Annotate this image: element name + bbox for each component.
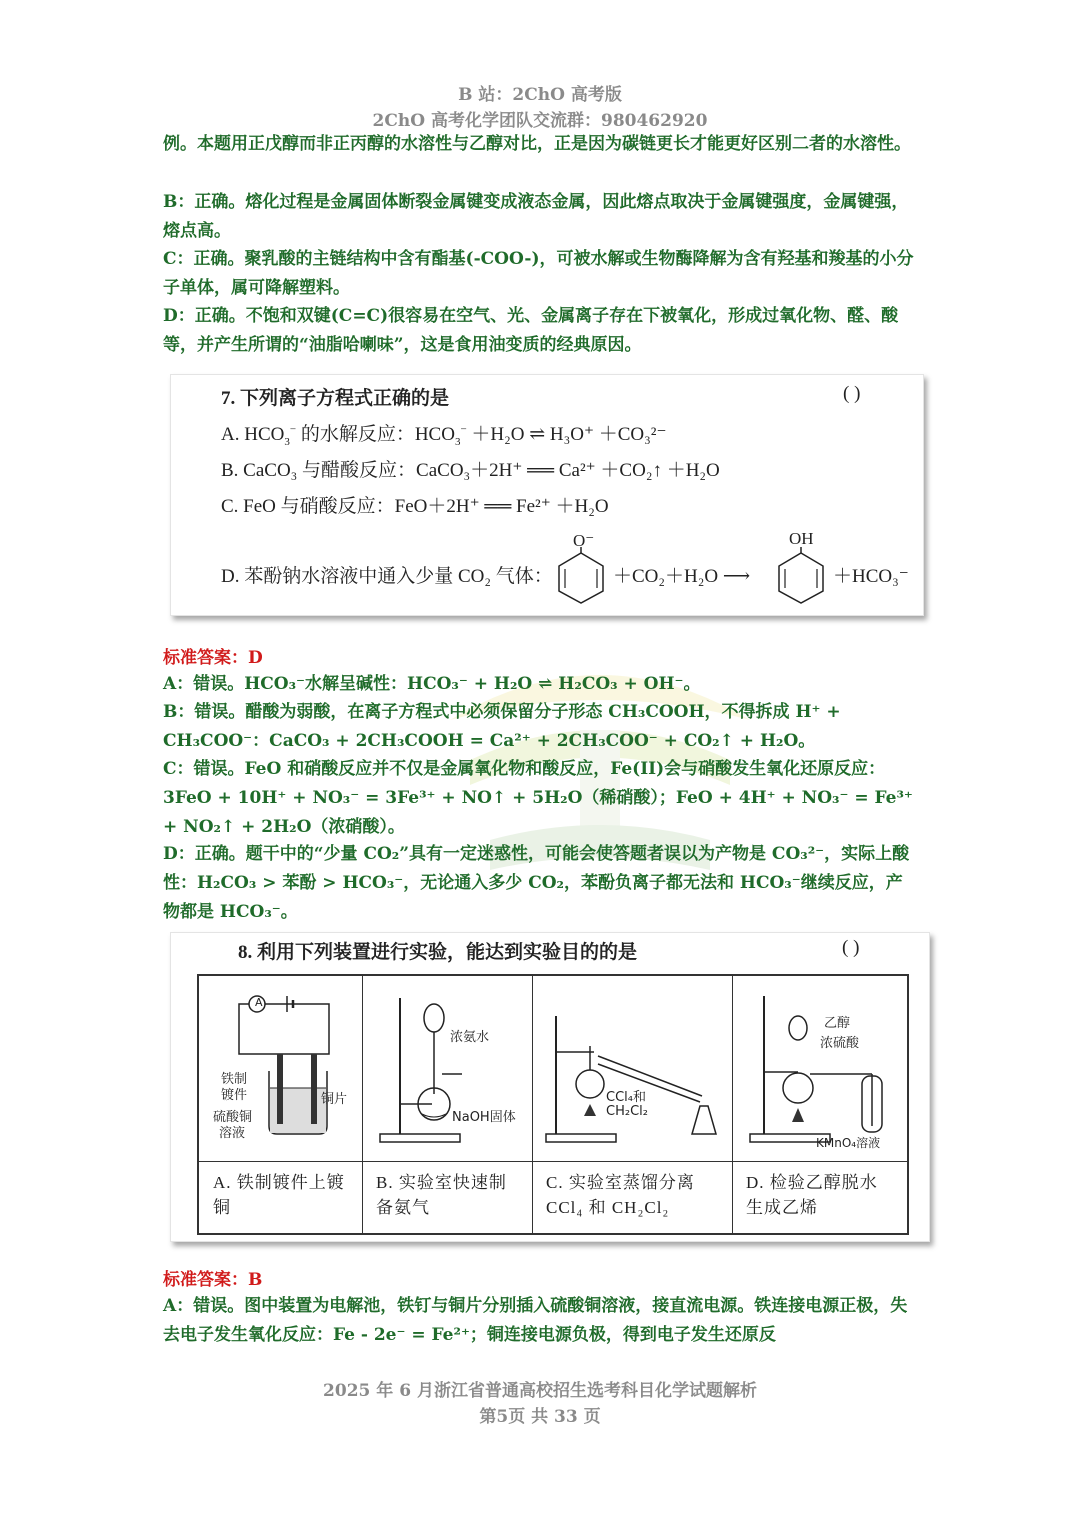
label-ch2cl2: CH₂Cl₂	[606, 1104, 648, 1119]
benzene-ring-icon	[775, 547, 827, 605]
footer-title: 2025 年 6 月浙江省普通高校招生选考科目化学试题解析	[323, 1381, 757, 1401]
distillation-apparatus-icon	[532, 976, 732, 1161]
q8-answer-paren: ( )	[842, 937, 860, 958]
q7-option-a: A. $HCO_3^-$ 的水解反应：$HCO_3^- +H_2O$ ⇌ H₃O⁺ ＋CO₃²⁻	[221, 423, 667, 448]
question-7-box	[170, 374, 924, 616]
label-solution: 溶液	[219, 1126, 246, 1141]
caption-d: D. 检验乙醇脱水生成乙烯	[732, 1161, 907, 1228]
label-iron: 铁制	[221, 1072, 248, 1087]
q7-option-c: C. FeO 与硝酸反应：FeO＋2H⁺ ══ Fe²⁺ ＋H₂O	[221, 496, 609, 517]
label-h2so4: 浓硫酸	[820, 1036, 860, 1051]
q7-option-d-product: ＋HCO₃⁻	[833, 566, 909, 587]
label-cuso4: 硫酸铜	[213, 1110, 253, 1125]
q6-tail-paragraph-4: D：正确。不饱和双键(C=C)很容易在空气、光、金属离子存在下被氧化，形成过氧化物、醛、酸等，并产生所谓的“油脂哈喇味”，这是食用油变质的经典原因。	[163, 306, 899, 355]
caption-b: B. 实验室快速制备氨气	[362, 1161, 532, 1228]
q7-answer: 标准答案：D	[163, 648, 263, 668]
label-copper: 铜片	[321, 1092, 348, 1107]
header-group: 2ChO 高考化学团队交流群：980462920	[372, 111, 708, 131]
header-title: B 站：2ChO 高考版	[458, 85, 622, 105]
page-number: 第5页 共 33 页	[479, 1407, 601, 1427]
q7-option-b: B. CaCO₃ 与醋酸反应：CaCO₃＋2H⁺ ══ Ca²⁺ ＋CO₂↑ ＋H₂O	[221, 460, 720, 481]
q7-option-d-reagents: ＋CO₂＋H₂O ⟶	[613, 566, 751, 587]
label-ethanol: 乙醇	[824, 1016, 851, 1031]
apparatus-c	[532, 976, 733, 1233]
q7-explanation-b: B：错误。醋酸为弱酸，在离子方程式中必须保留分子形态 CH₃COOH，不得拆成 H⁺ + CH₃COO⁻：CaCO₃ + 2CH₃COOH = Ca²⁺ + 2CH₃COO⁻ + CO₂↑ + H₂O。	[163, 702, 841, 751]
label-naoh: NaOH固体	[452, 1110, 516, 1125]
label-ammonia-water: 浓氨水	[450, 1030, 490, 1045]
q8-answer: 标准答案：B	[163, 1270, 263, 1290]
q8-explanation-a: A：错误。图中装置为电解池，铁钉与铜片分别插入硫酸铜溶液，接直流电源。铁连接电源正极，失去电子发生氧化反应：Fe - 2e⁻ = Fe²⁺；铜连接电源负极，得到电子发生还原反	[163, 1296, 908, 1345]
q6-tail-paragraph-2: B：正确。熔化过程是金属固体断裂金属键变成液态金属，因此熔点取决于金属键强度，金属键强，熔点高。	[163, 192, 909, 241]
q6-tail-paragraph-1: 例。本题用正戊醇而非正丙醇的水溶性与乙醇对比，正是因为碳链更长才能更好区别二者的水溶性。	[163, 134, 911, 154]
apparatus-d	[732, 976, 907, 1233]
phenoxide-label: O⁻	[573, 531, 595, 550]
apparatus-a	[199, 976, 363, 1233]
caption-a: A. 铁制镀件上镀铜	[199, 1161, 362, 1228]
q7-explanation-c: C：错误。FeO 和硝酸反应并不仅是金属氧化物和酸反应，Fe(II)会与硝酸发生氧化还原反应：3FeO + 10H⁺ + NO₃⁻ = 3Fe³⁺ + NO↑ + 5H₂O（稀硝酸）；FeO + 4H⁺ + NO₃⁻ = Fe³⁺ + NO₂↑ + 2H₂O（浓硝酸）。	[163, 759, 913, 837]
ammeter-label: A	[255, 996, 263, 1009]
label-kmno4: KMnO₄溶液	[816, 1136, 881, 1150]
q8-title: 8. 利用下列装置进行实验，能达到实验目的的是	[238, 942, 638, 963]
label-iron-2: 镀件	[221, 1088, 248, 1103]
benzene-ring-icon	[555, 547, 607, 605]
label-ccl4: CCl₄和	[606, 1090, 646, 1105]
q7-title: 7. 下列离子方程式正确的是	[221, 388, 450, 409]
q7-explanation-d: D：正确。题干中的“少量 CO₂”具有一定迷惑性，可能会使答题者误以为产物是 CO₃²⁻，实际上酸性：H₂CO₃ > 苯酚 > HCO₃⁻，无论通入多少 CO₂，苯酚负离子都无法和 HCO₃⁻继续反应，产物都是 HCO₃⁻。	[163, 844, 910, 922]
q7-explanation-a: A：错误。HCO₃⁻水解呈碱性：HCO₃⁻ + H₂O ⇌ H₂CO₃ + OH⁻。	[163, 674, 701, 694]
phenol-label: OH	[789, 529, 814, 548]
q7-answer-paren: ( )	[843, 383, 861, 404]
apparatus-b	[362, 976, 533, 1233]
ammonia-generator-icon	[362, 976, 532, 1161]
q6-tail-paragraph-3: C：正确。聚乳酸的主链结构中含有酯基(-COO-)，可被水解或生物酶降解为含有羟基和羧基的小分子单体，属可降解塑料。	[163, 249, 914, 298]
q7-option-d: D. 苯酚钠水溶液中通入少量 CO₂ 气体：	[221, 566, 553, 587]
caption-c: C. 实验室蒸馏分离 CCl₄ 和 CH₂Cl₂	[532, 1161, 732, 1228]
q8-apparatus-grid	[197, 974, 909, 1235]
